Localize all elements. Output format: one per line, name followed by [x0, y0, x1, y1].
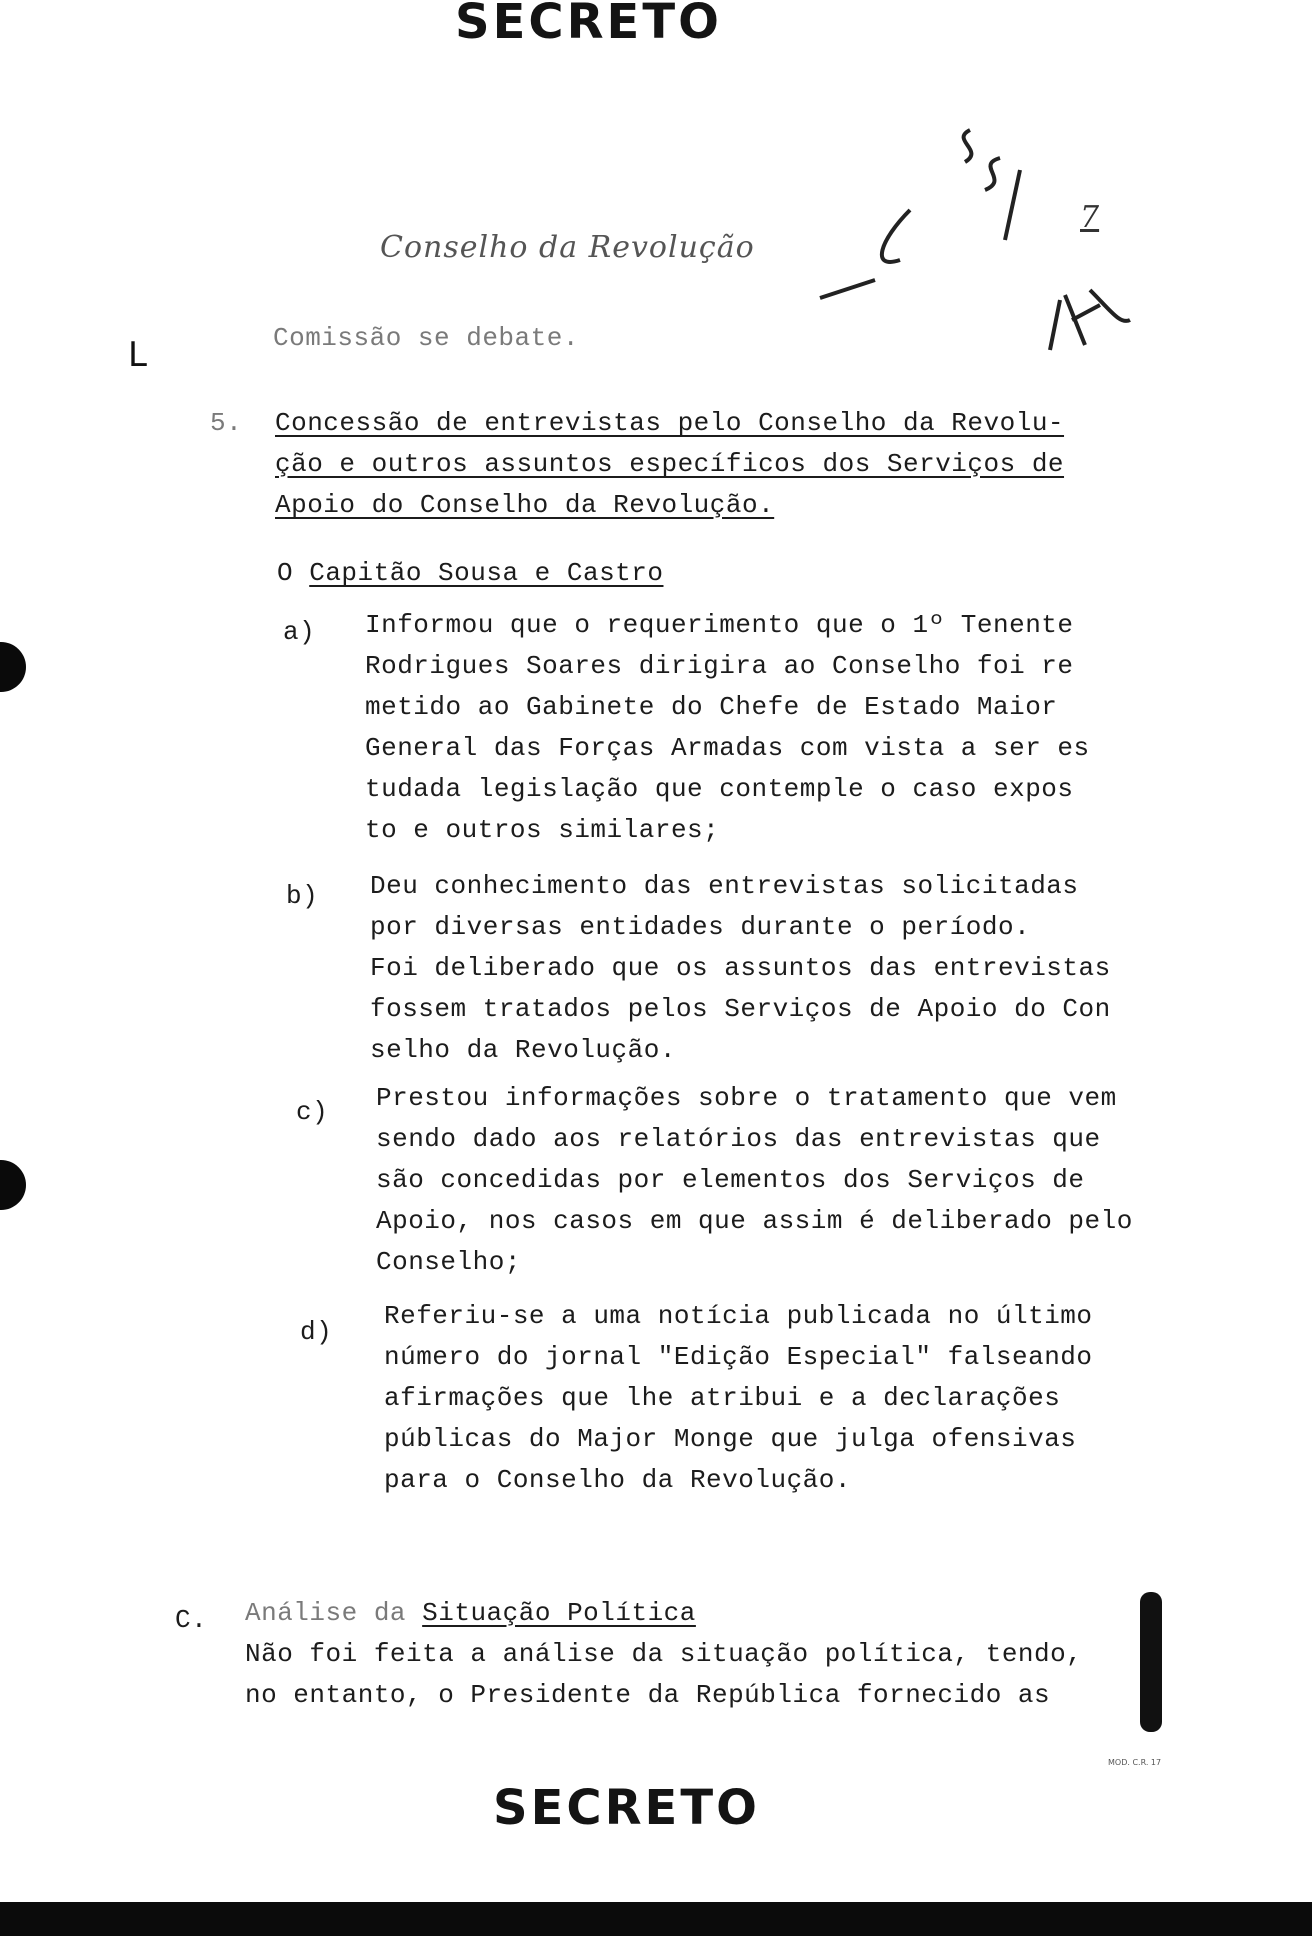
- section-letter: C.: [175, 1605, 208, 1635]
- item-line: tudada legislação que contemple o caso expos: [365, 774, 1074, 804]
- corner-mark: L: [128, 335, 147, 375]
- item-line: afirmações que lhe atribui e a declarações: [384, 1383, 1061, 1413]
- item-line: Foi deliberado que os assuntos das entrevistas: [370, 953, 1111, 983]
- item-line: Apoio, nos casos em que assim é deliberado pelo: [376, 1206, 1133, 1236]
- section-number: 5.: [210, 408, 243, 438]
- scan-bottom-edge: [0, 1902, 1312, 1936]
- item-line: fossem tratados pelos Serviços de Apoio do Con: [370, 994, 1111, 1024]
- item-line: Conselho;: [376, 1247, 521, 1277]
- continued-text: Comissão se debate.: [273, 323, 579, 353]
- section-c-title: [245, 1593, 696, 1634]
- item-line: sendo dado aos relatórios das entrevistas que: [376, 1124, 1101, 1154]
- section-title-line: Apoio do Conselho da Revolução.: [275, 490, 775, 520]
- header-classification-stamp: SECRETO: [455, 0, 722, 50]
- section-c-title-plain: Análise da: [245, 1598, 423, 1628]
- section-title: [275, 403, 1064, 526]
- item-label: d): [300, 1317, 333, 1347]
- item-label: a): [283, 617, 316, 647]
- item-line: para o Conselho da Revolução.: [384, 1465, 851, 1495]
- item-line: são concedidas por elementos dos Serviços de: [376, 1165, 1085, 1195]
- margin-bar-mark: [1140, 1592, 1162, 1732]
- item-line: Deu conhecimento das entrevistas solicitadas: [370, 871, 1079, 901]
- handwritten-letterhead: Conselho da Revolução: [380, 230, 755, 265]
- section-c-body: [245, 1634, 1082, 1716]
- list-item: [384, 1296, 1093, 1501]
- speaker-prefix: O: [277, 558, 310, 588]
- section-c-line: no entanto, o Presidente da República fornecido as: [245, 1680, 1051, 1710]
- item-line: to e outros similares;: [365, 815, 720, 845]
- list-item: [365, 605, 1090, 851]
- handwritten-signature-icon: [800, 120, 1160, 380]
- item-line: Rodrigues Soares dirigira ao Conselho foi re: [365, 651, 1074, 681]
- punch-hole-icon: [0, 1160, 26, 1210]
- item-line: por diversas entidades durante o período.: [370, 912, 1031, 942]
- section-title-line: Concessão de entrevistas pelo Conselho da Revolu-: [275, 408, 1065, 438]
- item-label: b): [286, 881, 319, 911]
- form-code: MOD. C.R. 17: [1108, 1758, 1162, 1767]
- punch-hole-icon: [0, 642, 26, 692]
- speaker-name: Capitão Sousa e Castro: [309, 558, 664, 588]
- item-line: Informou que o requerimento que o 1º Tenente: [365, 610, 1074, 640]
- speaker-line: [277, 553, 663, 594]
- footer-classification-stamp: SECRETO: [493, 1780, 760, 1836]
- list-item: [376, 1078, 1133, 1283]
- item-line: General das Forças Armadas com vista a ser es: [365, 733, 1090, 763]
- item-line: selho da Revolução.: [370, 1035, 676, 1065]
- item-line: metido ao Gabinete do Chefe de Estado Maior: [365, 692, 1058, 722]
- page-number: 7: [1080, 200, 1100, 235]
- item-line: Referiu-se a uma notícia publicada no último: [384, 1301, 1093, 1331]
- item-line: Prestou informações sobre o tratamento que vem: [376, 1083, 1117, 1113]
- list-item: [370, 866, 1111, 1071]
- item-label: c): [296, 1097, 329, 1127]
- item-line: públicas do Major Monge que julga ofensivas: [384, 1424, 1077, 1454]
- item-line: número do jornal "Edição Especial" falseando: [384, 1342, 1093, 1372]
- section-c-line: Não foi feita a análise da situação política, tendo,: [245, 1639, 1083, 1669]
- section-c-title-underlined: Situação Política: [422, 1598, 696, 1628]
- section-title-line: ção e outros assuntos específicos dos Serviços de: [275, 449, 1065, 479]
